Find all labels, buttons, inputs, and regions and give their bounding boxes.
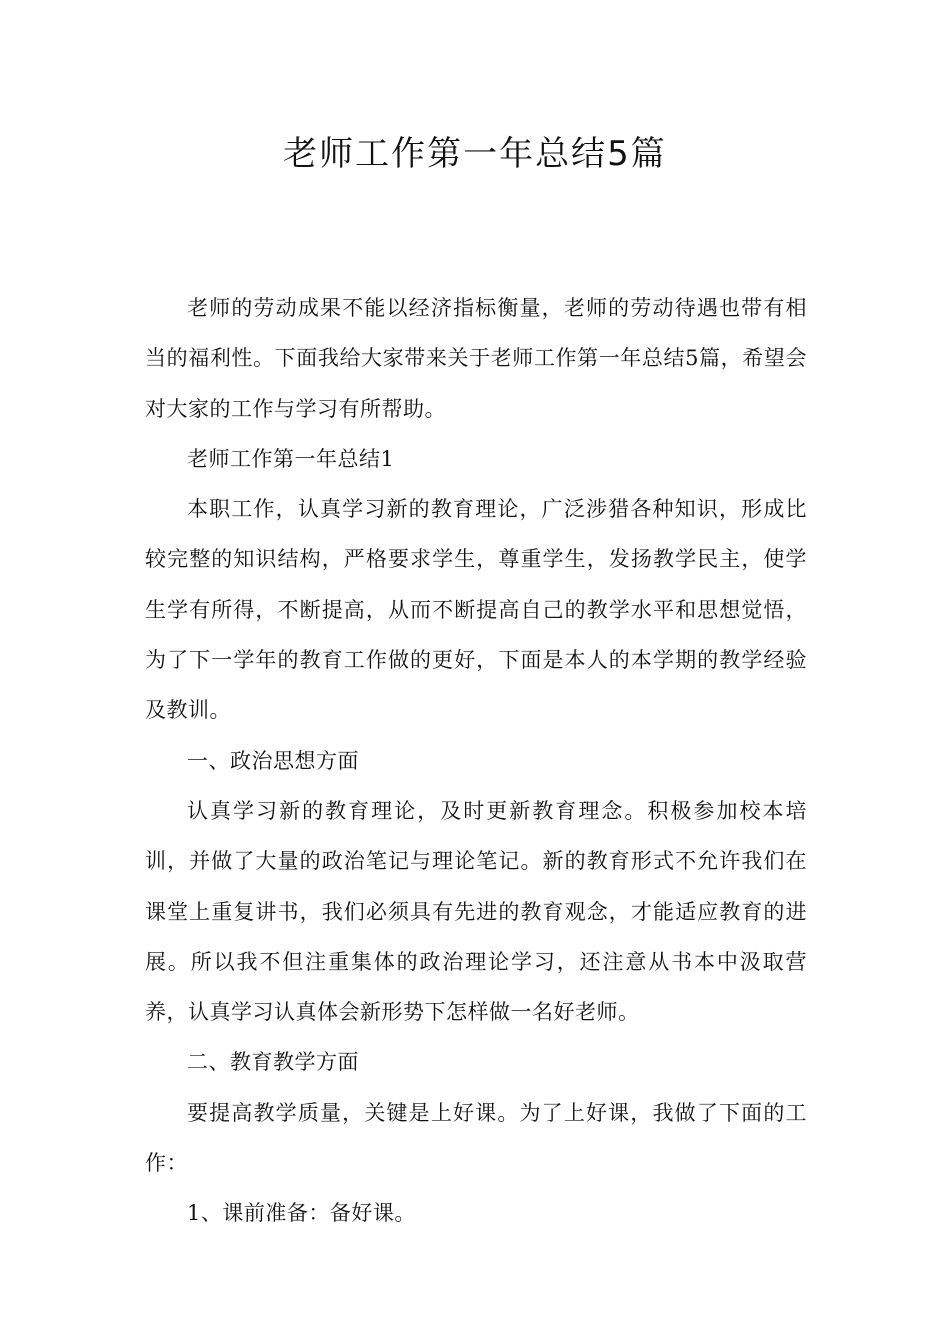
document-body [145,283,807,1239]
section-heading-summary-1: 老师工作第一年总结1 [187,446,395,471]
body-paragraph: 本职工作，认真学习新的教育理论，广泛涉猎各种知识，形成比较完整的知识结构，严格要求学生，尊重学生，发扬教学民主，使学生学有所得，不断提高，从而不断提高自己的教学水平和思想觉悟，为了下一学年的教育工作做的更好，下面是本人的本学期的教学经验及教训。 [145,497,807,723]
intro-paragraph: 老师的劳动成果不能以经济指标衡量，老师的劳动待遇也带有相当的福利性。下面我给大家带来关于老师工作第一年总结5篇，希望会对大家的工作与学习有所帮助。 [145,296,807,421]
section-heading-politics: 一、政治思想方面 [187,748,359,773]
body-paragraph: 要提高教学质量，关键是上好课。为了上好课，我做了下面的工作： [145,1100,807,1176]
document-title: 老师工作第一年总结5篇 [283,134,667,174]
section-heading-teaching: 二、教育教学方面 [187,1050,359,1075]
body-paragraph: 认真学习新的教育理论，及时更新教育理念。积极参加校本培训，并做了大量的政治笔记与理论笔记。新的教育形式不允许我们在课堂上重复讲书，我们必须具有先进的教育观念，才能适应教育的进展。所以我不但注重集体的政治理论学习，还注意从书本中汲取营养，认真学习认真体会新形势下怎样做一名好老师。 [145,798,807,1025]
list-item: 1、课前准备：备好课。 [187,1201,416,1226]
